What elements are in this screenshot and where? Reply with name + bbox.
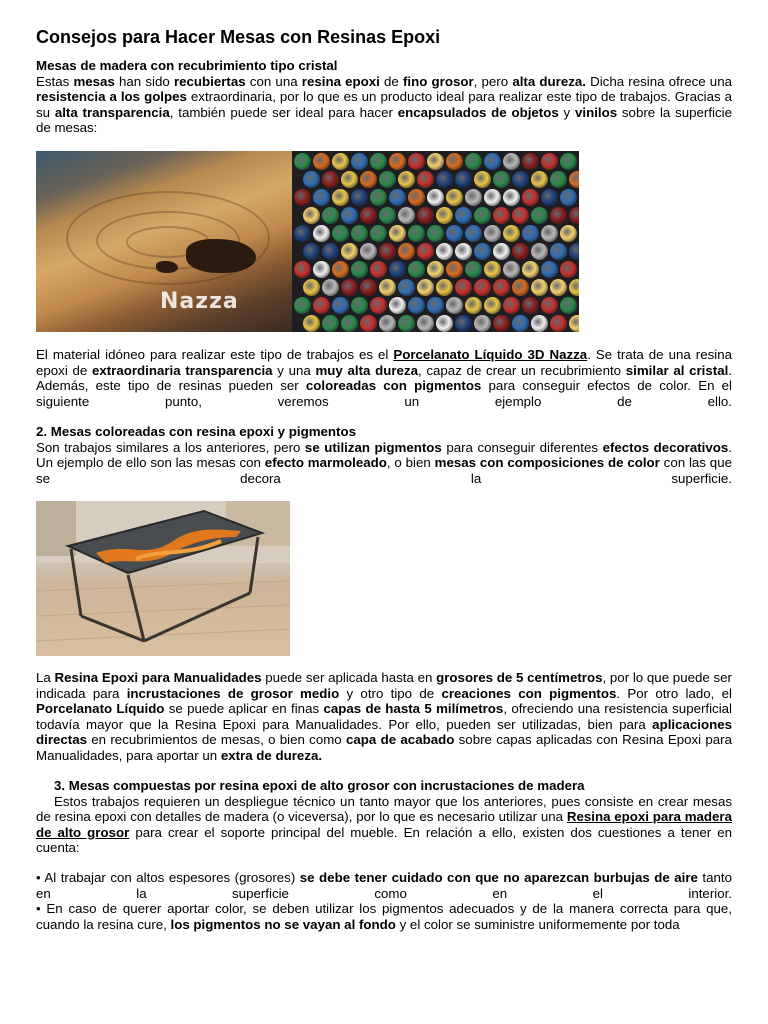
bottle-cap	[522, 261, 539, 278]
bottle-cap	[303, 279, 320, 296]
bottle-caps-table-photo	[292, 151, 579, 332]
paragraph: Son trabajos similares a los anteriores, pero se utilizan pigmentos para conseguir diferentes efectos decorativos. Un ejemplo de ello son las mesas con efecto marmoleado, o bien mesas con composiciones de color con las que se decora la superficie.	[36, 439, 732, 486]
bottle-cap	[436, 315, 453, 332]
bottle-cap	[503, 153, 520, 170]
bottle-cap	[398, 171, 415, 188]
bottle-cap	[541, 261, 558, 278]
bottle-cap	[484, 297, 501, 314]
bottle-cap	[560, 297, 577, 314]
bottle-cap	[313, 297, 330, 314]
bottle-cap	[427, 261, 444, 278]
bottle-cap	[370, 225, 387, 242]
bottle-cap	[370, 153, 387, 170]
bottle-cap	[351, 297, 368, 314]
bottle-cap	[313, 153, 330, 170]
bottle-cap	[370, 189, 387, 206]
bottle-cap	[341, 207, 358, 224]
bottle-cap	[484, 261, 501, 278]
bottle-cap	[474, 243, 491, 260]
bottle-cap	[322, 315, 339, 332]
bottle-cap	[408, 297, 425, 314]
bottle-cap	[332, 261, 349, 278]
bottle-cap	[522, 297, 539, 314]
paragraph: Estos trabajos requieren un despliegue técnico un tanto mayor que los anteriores, pues consiste en crear mesas de resina epoxi con detalles de madera (o viceversa), por lo que es necesario utilizar una Resina epoxi para madera de alto grosor para crear el soporte principal del mueble. En relación a ello, existen dos cuestiones a tener en cuenta:	[36, 793, 732, 855]
bottle-cap	[531, 279, 548, 296]
bottle-cap	[531, 207, 548, 224]
bottle-cap	[427, 225, 444, 242]
section-wood-inlays	[36, 778, 732, 856]
bottle-cap	[313, 261, 330, 278]
bottle-cap	[322, 171, 339, 188]
bottle-cap	[560, 261, 577, 278]
bottle-cap	[493, 279, 510, 296]
bottle-cap	[294, 225, 311, 242]
bottle-cap	[417, 315, 434, 332]
bottle-cap	[322, 243, 339, 260]
bottle-cap	[332, 225, 349, 242]
bottle-cap	[379, 171, 396, 188]
bottle-cap	[313, 225, 330, 242]
bottle-cap	[465, 297, 482, 314]
bottle-cap	[332, 153, 349, 170]
bottle-cap	[446, 153, 463, 170]
bottle-cap	[436, 171, 453, 188]
bottle-cap	[370, 297, 387, 314]
bottle-cap	[550, 207, 567, 224]
bottle-cap	[389, 261, 406, 278]
bottle-cap	[351, 153, 368, 170]
bottle-cap	[427, 189, 444, 206]
bottle-cap	[531, 171, 548, 188]
bottle-cap	[569, 171, 579, 188]
bottle-cap	[351, 225, 368, 242]
bottle-cap	[465, 225, 482, 242]
bottle-cap	[417, 171, 434, 188]
bottle-cap	[484, 225, 501, 242]
bottle-cap	[560, 225, 577, 242]
bottle-cap	[370, 261, 387, 278]
section-heading: 2. Mesas coloreadas con resina epoxi y pigmentos	[36, 424, 356, 439]
bottle-cap	[379, 243, 396, 260]
bottle-cap	[341, 315, 358, 332]
bottle-cap	[294, 261, 311, 278]
bottle-cap	[446, 225, 463, 242]
bottle-cap	[332, 297, 349, 314]
bottle-cap	[465, 261, 482, 278]
bottle-cap	[522, 225, 539, 242]
bottle-cap	[474, 171, 491, 188]
bottle-cap	[341, 171, 358, 188]
bottle-cap	[351, 189, 368, 206]
list-item: • En caso de querer aportar color, se deben utilizar los pigmentos adecuados y de la manera correcta para que, cuando la resina cure, los pigmentos no se vayan al fondo y el color se suministre uniformemente por toda	[36, 901, 732, 932]
bottle-cap	[493, 243, 510, 260]
bottle-cap	[455, 243, 472, 260]
bottle-cap	[550, 315, 567, 332]
bottle-cap	[522, 153, 539, 170]
bottle-cap	[436, 279, 453, 296]
bottle-cap	[569, 243, 579, 260]
bottle-cap	[522, 189, 539, 206]
bottle-cap	[512, 315, 529, 332]
bottle-cap	[512, 279, 529, 296]
bottle-cap	[493, 315, 510, 332]
bottle-cap	[351, 261, 368, 278]
bottle-cap	[417, 279, 434, 296]
bottle-cap	[541, 153, 558, 170]
bottle-cap	[474, 207, 491, 224]
wood-table-photo	[36, 151, 292, 332]
bottle-cap	[360, 315, 377, 332]
bottle-cap	[341, 279, 358, 296]
bottle-cap	[360, 207, 377, 224]
section-pigments	[36, 424, 732, 486]
bottle-cap	[408, 261, 425, 278]
bottle-cap	[436, 243, 453, 260]
list-item: • Al trabajar con altos espesores (grosores) se debe tener cuidado con que no aparezcan burbujas de aire tanto en la superficie como en el interior.	[36, 870, 732, 901]
section-manualidades	[36, 670, 732, 763]
coffee-table-illustration	[36, 501, 290, 656]
bottle-cap	[512, 243, 529, 260]
bottle-cap	[303, 243, 320, 260]
bottle-cap	[379, 279, 396, 296]
nazza-logo: Nazza	[160, 289, 239, 314]
paragraph: Estas mesas han sido recubiertas con una resina epoxi de fino grosor, pero alta dureza. Dicha resina ofrece una resistencia a los golpes extraordinaria, por lo que es un producto ideal para realizar este tipo de trabajos. Gracias a su alta transparencia, también puede ser ideal para hacer encapsulados de objetos y vinilos sobre la superficie de mesas:	[36, 73, 733, 135]
bottle-cap	[455, 207, 472, 224]
bottle-cap	[398, 279, 415, 296]
bottle-cap	[560, 153, 577, 170]
bottle-cap	[455, 279, 472, 296]
resina-madera-link[interactable]: Resina epoxi para madera de alto grosor	[36, 809, 732, 840]
bottle-cap	[417, 243, 434, 260]
bottle-cap	[503, 225, 520, 242]
bottle-cap	[531, 315, 548, 332]
bottle-cap	[484, 189, 501, 206]
bottle-cap	[541, 189, 558, 206]
bottle-cap	[417, 207, 434, 224]
bottle-cap	[408, 225, 425, 242]
bottle-cap	[389, 189, 406, 206]
bullet-list	[36, 870, 732, 932]
bottle-cap	[303, 207, 320, 224]
bottle-cap	[484, 153, 501, 170]
bottle-cap	[322, 279, 339, 296]
bottle-cap	[332, 189, 349, 206]
bottle-cap	[541, 297, 558, 314]
bottle-cap	[389, 153, 406, 170]
porcelanato-link[interactable]: Porcelanato Líquido 3D Nazza	[393, 347, 588, 362]
bottle-cap	[436, 207, 453, 224]
bottle-cap	[503, 297, 520, 314]
section-wood-crystal	[36, 58, 732, 136]
document-title: Consejos para Hacer Mesas con Resinas Epoxi	[36, 27, 441, 47]
bottle-cap	[550, 171, 567, 188]
bottle-cap	[493, 171, 510, 188]
bottle-cap	[398, 207, 415, 224]
bottle-cap	[560, 189, 577, 206]
bottle-cap	[512, 207, 529, 224]
bottle-cap	[303, 171, 320, 188]
bottle-cap	[313, 189, 330, 206]
bottle-cap	[455, 171, 472, 188]
bottle-cap	[341, 243, 358, 260]
bottle-cap	[294, 297, 311, 314]
bottle-cap	[455, 315, 472, 332]
bottle-cap	[550, 279, 567, 296]
bottle-cap	[389, 225, 406, 242]
bottle-cap	[398, 243, 415, 260]
bottle-cap	[474, 315, 491, 332]
bottle-cap	[408, 189, 425, 206]
bottle-cap	[360, 279, 377, 296]
bottle-cap	[360, 243, 377, 260]
bottle-cap	[408, 153, 425, 170]
bottle-cap	[294, 153, 311, 170]
bottle-cap	[398, 315, 415, 332]
bottle-cap	[503, 189, 520, 206]
bottle-cap	[360, 171, 377, 188]
bottle-cap	[493, 207, 510, 224]
bottle-cap	[569, 315, 579, 332]
bottle-cap	[465, 153, 482, 170]
section-heading: Mesas de madera con recubrimiento tipo cristal	[36, 58, 338, 73]
bottle-cap	[427, 153, 444, 170]
bottle-cap	[427, 297, 444, 314]
bottle-cap	[294, 189, 311, 206]
bottle-cap	[379, 315, 396, 332]
bottle-cap	[446, 189, 463, 206]
bottle-cap	[389, 297, 406, 314]
bottle-cap	[322, 207, 339, 224]
bottle-cap	[569, 279, 579, 296]
paragraph: El material idóneo para realizar este tipo de trabajos es el Porcelanato Líquido 3D Nazza. Se trata de una resina epoxi de extraordinaria transparencia y una muy alta dureza, capaz de crear un recubrimiento similar al cristal. Además, este tipo de resinas pueden ser coloreadas con pigmentos para conseguir efectos de color. En el siguiente punto, veremos un ejemplo de ello.	[36, 347, 732, 409]
section-heading: 3. Mesas compuestas por resina epoxi de alto grosor con incrustaciones de madera	[54, 778, 585, 793]
bottle-cap	[541, 225, 558, 242]
bottle-cap	[446, 297, 463, 314]
section-porcelanato	[36, 347, 732, 409]
bottle-cap	[503, 261, 520, 278]
bottle-cap	[512, 171, 529, 188]
bottle-cap	[465, 189, 482, 206]
bottle-cap	[531, 243, 548, 260]
bottle-cap	[474, 279, 491, 296]
bottle-cap	[303, 315, 320, 332]
bottle-cap	[446, 261, 463, 278]
bottle-cap	[550, 243, 567, 260]
bottle-cap	[569, 207, 579, 224]
epoxy-coffee-table-photo	[36, 501, 290, 656]
bottle-cap	[379, 207, 396, 224]
paragraph: La Resina Epoxi para Manualidades puede ser aplicada hasta en grosores de 5 centímetros, por lo que puede ser indicada para incrustaciones de grosor medio y otro tipo de creaciones con pigmentos. Por otro lado, el Porcelanato Líquido se puede aplicar en finas capas de hasta 5 milímetros, ofreciendo una resistencia superficial todavía mayor que la Resina Epoxi para Manualidades. Por ello, pueden ser utilizadas, bien para aplicaciones directas en recubrimientos de mesas, o bien como capa de acabado sobre capas aplicadas con Resina Epoxi para Manualidades, para aportar un extra de dureza.	[36, 670, 733, 763]
